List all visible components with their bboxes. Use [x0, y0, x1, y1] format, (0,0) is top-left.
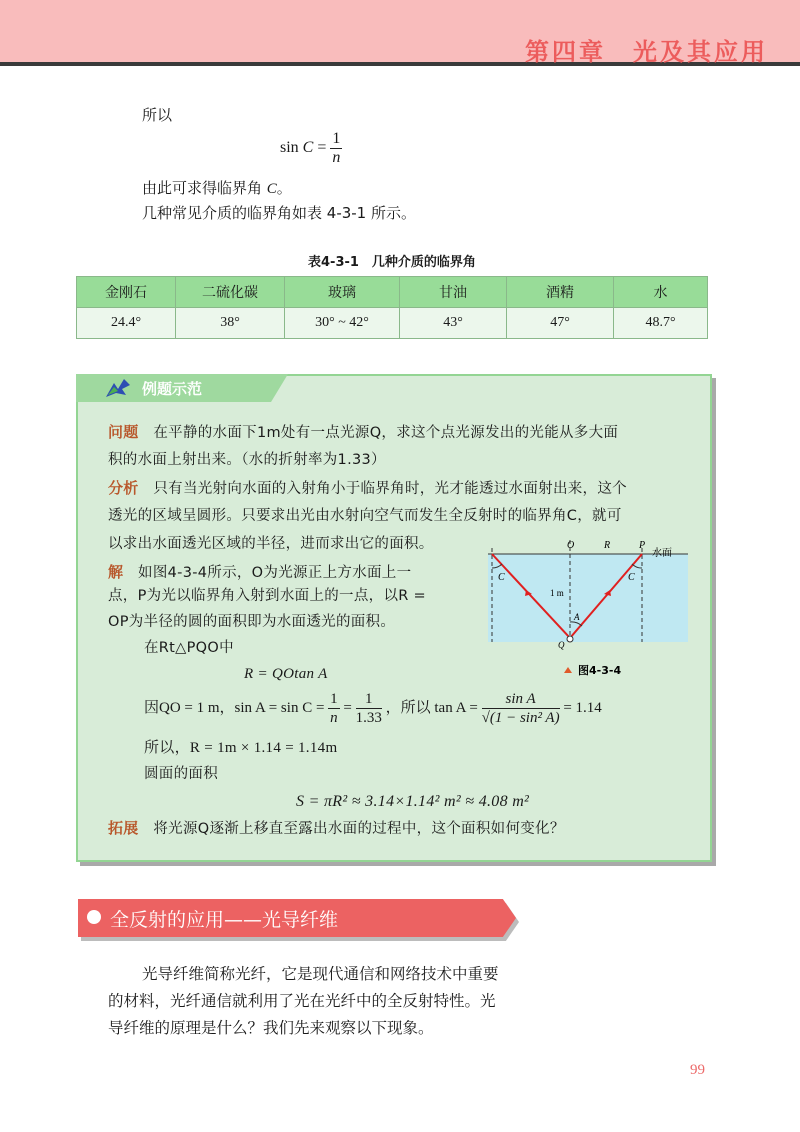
eq2-frac1-den: n: [330, 710, 338, 726]
label-O: O: [567, 540, 575, 551]
analysis-line1: 只有当光射向水面的入射角小于临界角时，光才能透过水面射出来，这个: [153, 481, 627, 497]
formula-eq: =: [317, 139, 327, 157]
table-header-row: [77, 277, 708, 308]
arrow-icon: [104, 377, 132, 403]
table-header-cell: 二硫化碳: [176, 277, 285, 308]
equation-sinA: [144, 690, 602, 727]
question-line2: 积的水面上射出来。（水的折射率为1.33）: [108, 452, 386, 468]
table-header-cell: 甘油: [400, 277, 507, 308]
table-cell: 24.4°: [77, 308, 176, 339]
eq2-frac3: [482, 690, 560, 727]
solution-line1: 如图4-3-4所示，O为光源正上方水面上一: [138, 565, 412, 581]
caption-triangle-icon: [564, 667, 572, 673]
analysis-line2: 透光的区域呈圆形。只要求出光由水射向空气而发生全反射时的临界角C，就可: [108, 508, 622, 524]
solution-line4: 在Rt△PQO中: [144, 640, 234, 656]
analysis-line3: 以求出水面透光区域的半径，进而求出它的面积。: [108, 536, 434, 552]
eq2-frac2-num: 1: [356, 690, 382, 709]
eq2-mid: ，所以 tan A =: [385, 699, 478, 716]
intro-line-table-ref: 几种常见介质的临界角如表 4-3-1 所示。: [142, 204, 416, 222]
equation-R-value: 所以，R = 1m × 1.14 = 1.14m: [144, 740, 338, 756]
extension-block: [108, 814, 700, 843]
eq2-frac1-num: 1: [330, 691, 338, 707]
eq2-frac2-den: 1.33: [355, 710, 382, 726]
light-source-point: [567, 636, 573, 642]
section-title: 全反射的应用——光导纤维: [110, 909, 339, 931]
eq2-frac3-num: sin A: [482, 690, 560, 709]
label-A: A: [574, 612, 580, 622]
table-header-cell: 酒精: [507, 277, 614, 308]
section-para-line2: 的材料，光纤通信就利用了光在光纤中的全反射特性。光: [108, 992, 496, 1010]
formula-lhs: sin: [280, 139, 299, 157]
label-Q: Q: [558, 640, 565, 650]
bullet-dot-icon: [87, 910, 101, 924]
analysis-block: [108, 474, 700, 503]
formula-num: 1: [332, 130, 341, 147]
question-block: [108, 418, 700, 447]
solution-line3: OP为半径的圆的面积即为水面透光的面积。: [108, 614, 396, 630]
eq2-frac2: [356, 690, 382, 727]
intro-line2-text: 由此可求得临界角: [142, 179, 267, 197]
section-para-line1: 光导纤维简称光纤，它是现代通信和网络技术中重要: [142, 965, 499, 983]
label-C-right: C: [628, 572, 635, 583]
table-cell: 30° ~ 42°: [285, 308, 400, 339]
chapter-title: 第四章 光及其应用: [525, 38, 768, 66]
figure-4-3-4: [478, 534, 706, 684]
table-cell: 38°: [176, 308, 285, 339]
example-tab-label: 例题示范: [142, 380, 203, 398]
label-C-left: C: [498, 572, 505, 583]
intro-line2-end: 。: [276, 179, 292, 197]
table-cell: 43°: [400, 308, 507, 339]
label-1m: 1 m: [550, 588, 564, 598]
water-region: [488, 554, 688, 642]
label-R: R: [604, 540, 611, 551]
formula-var: C: [302, 139, 314, 157]
intro-line2-var: C: [266, 181, 277, 197]
extension-text: 将光源Q逐渐上移直至露出水面的过程中，这个面积如何变化？: [153, 821, 565, 837]
intro-line-so: 所以: [142, 106, 173, 124]
extension-label: 拓展: [108, 819, 139, 837]
eq2-eq: =: [343, 699, 352, 716]
formula-sinC: [280, 130, 342, 167]
eq2-prefix: 因QO = 1 m，sin A = sin C =: [144, 699, 325, 716]
area-label: 圆面的面积: [144, 766, 218, 782]
label-P: P: [639, 540, 646, 551]
table-cell: 47°: [507, 308, 614, 339]
eq2-frac1: [328, 690, 340, 727]
section-para-line3: 导纤维的原理是什么？我们先来观察以下现象。: [108, 1019, 434, 1037]
equation-area: S = πR² ≈ 3.14×1.14² m² ≈ 4.08 m²: [296, 793, 530, 810]
question-label: 问题: [108, 423, 139, 441]
table-cell: 48.7°: [614, 308, 708, 339]
table-header-cell: 水: [614, 277, 708, 308]
figure-caption: 图4-3-4: [578, 664, 622, 677]
eq2-frac3-den: √(1 − sin² A): [481, 710, 560, 726]
label-water-surface: 水面: [652, 548, 672, 559]
table-row: [77, 308, 708, 339]
formula-fraction: [330, 130, 342, 167]
solution-line2: 点，P为光以临界角入射到水面上的一点，以R =: [108, 588, 426, 604]
equation-R: R = QOtan A: [244, 666, 328, 682]
table-header-cell: 玻璃: [285, 277, 400, 308]
solution-label: 解: [108, 563, 124, 581]
critical-angle-table: [76, 276, 708, 339]
eq2-result: = 1.14: [563, 699, 602, 716]
table-caption: 表4-3-1 几种介质的临界角: [308, 255, 476, 270]
analysis-label: 分析: [108, 479, 139, 497]
question-line1: 在平静的水面下1m处有一点光源Q，求这个点光源发出的光能从多大面: [153, 425, 619, 441]
intro-line-critical: [142, 177, 292, 200]
formula-den: n: [332, 149, 341, 166]
table-header-cell: 金刚石: [77, 277, 176, 308]
page-number: 99: [690, 1062, 705, 1078]
figure-svg: [478, 534, 706, 684]
